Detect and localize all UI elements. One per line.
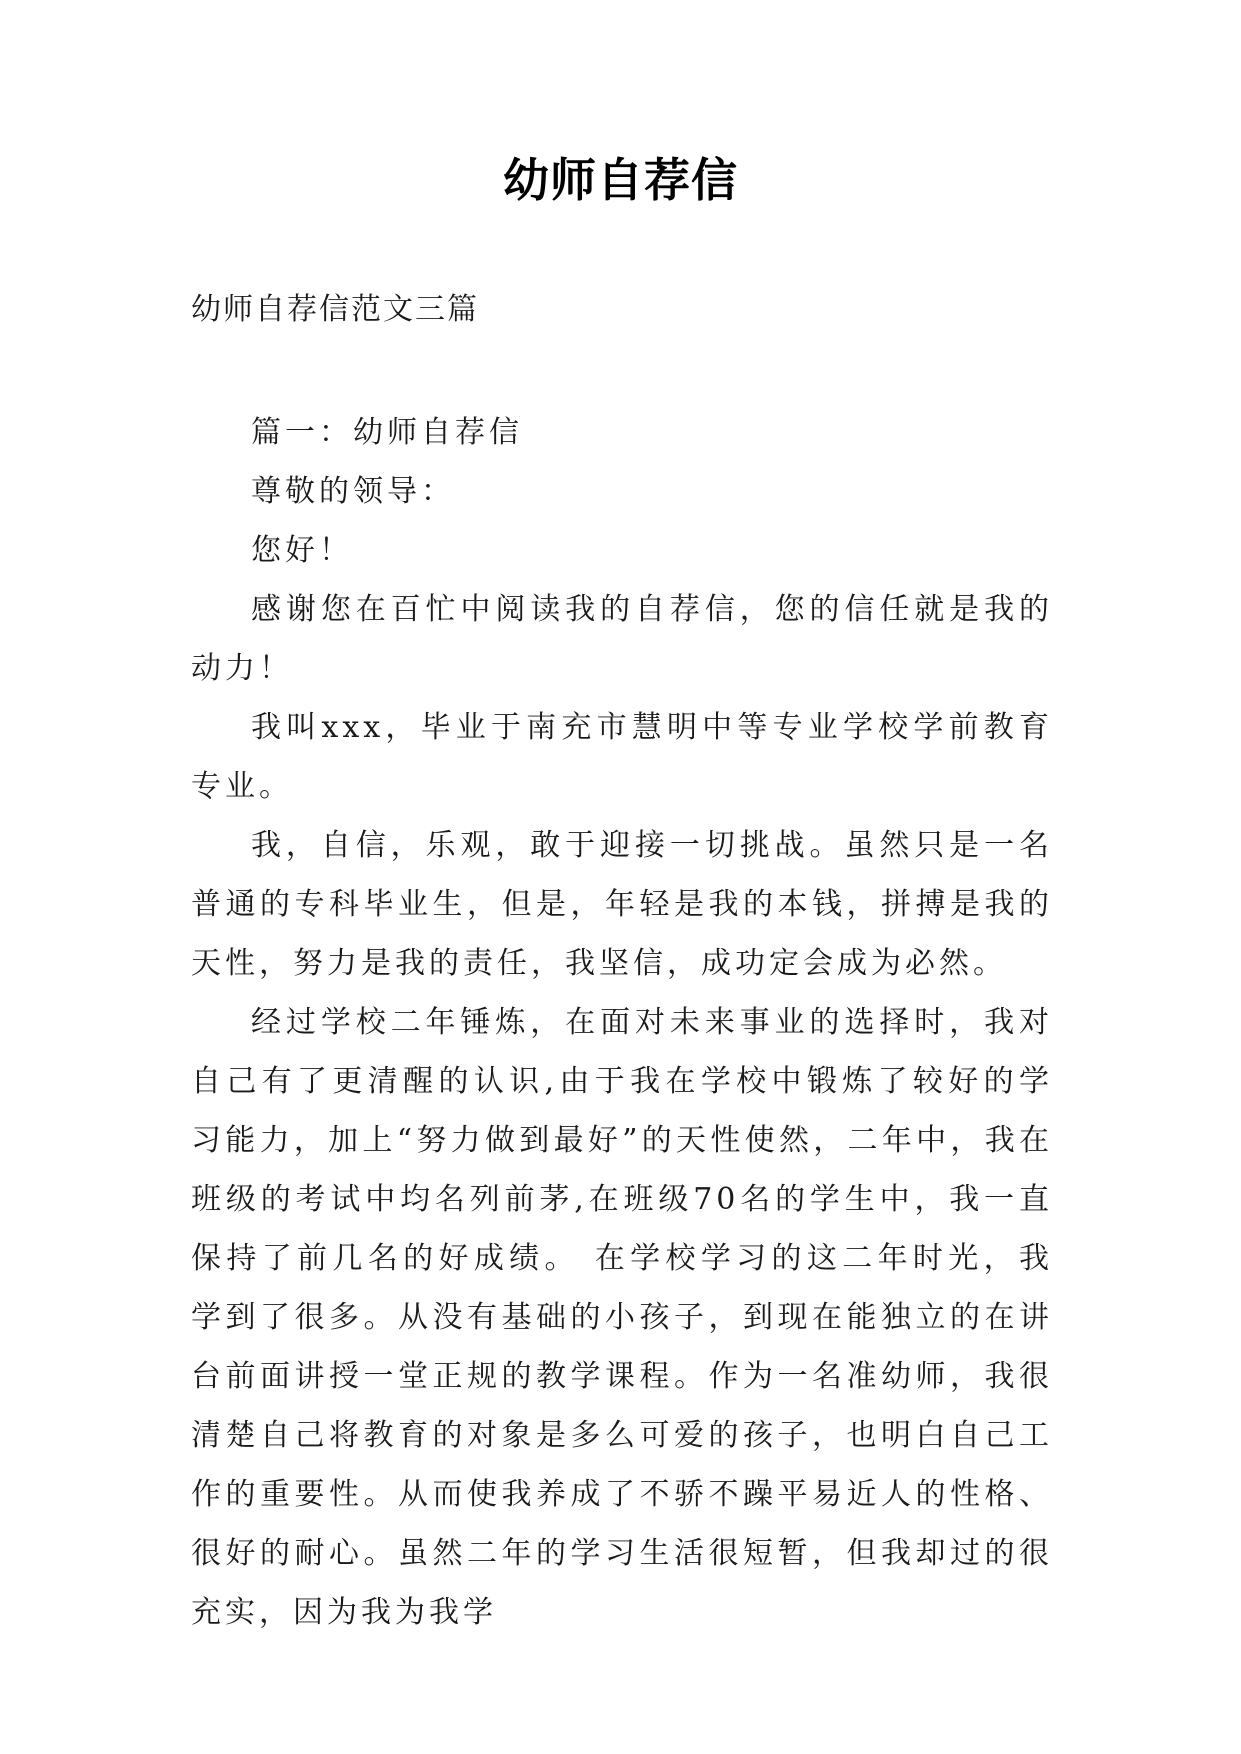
body-paragraph: 我叫xxx，毕业于南充市慧明中等专业学校学前教育专业。 <box>191 710 1053 804</box>
body-paragraph: 我，自信，乐观，敢于迎接一切挑战。虽然只是一名普通的专科毕业生，但是，年轻是我的本钱，拼搏是我的天性，努力是我的责任，我坚信，成功定会成为必然。 <box>191 828 1053 981</box>
salutation: 尊敬的领导： <box>251 474 455 509</box>
document-subtitle: 幼师自荐信范文三篇 <box>191 292 479 327</box>
greeting: 您好！ <box>251 533 353 568</box>
body-paragraph: 经过学校二年锤炼，在面对未来事业的选择时，我对自己有了更清醒的认识,由于我在学校中锻炼了较好的学习能力，加上“努力做到最好”的天性使然，二年中，我在班级的考试中均名列前茅,在班级70名的学生中，我一直保持了前几名的好成绩。 在学校学习的这二年时光，我学到了很多。从没有基础的小孩子，到现在能独立的在讲台前面讲授一堂正规的教学课程。作为一名准幼师，我很清楚自己将教育的对象是多么可爱的孩子，也明白自己工作的重要性。从而使我养成了不骄不躁平易近人的性格、很好的耐心。虽然二年的学习生活很短暂，但我却过的很充实，因为我为我学 <box>191 1005 1053 1630</box>
document-body <box>191 403 1053 1642</box>
section-heading: 篇一：幼师自荐信 <box>251 415 523 450</box>
body-paragraph: 感谢您在百忙中阅读我的自荐信，您的信任就是我的动力！ <box>191 592 1053 686</box>
document-title: 幼师自荐信 <box>503 153 738 207</box>
